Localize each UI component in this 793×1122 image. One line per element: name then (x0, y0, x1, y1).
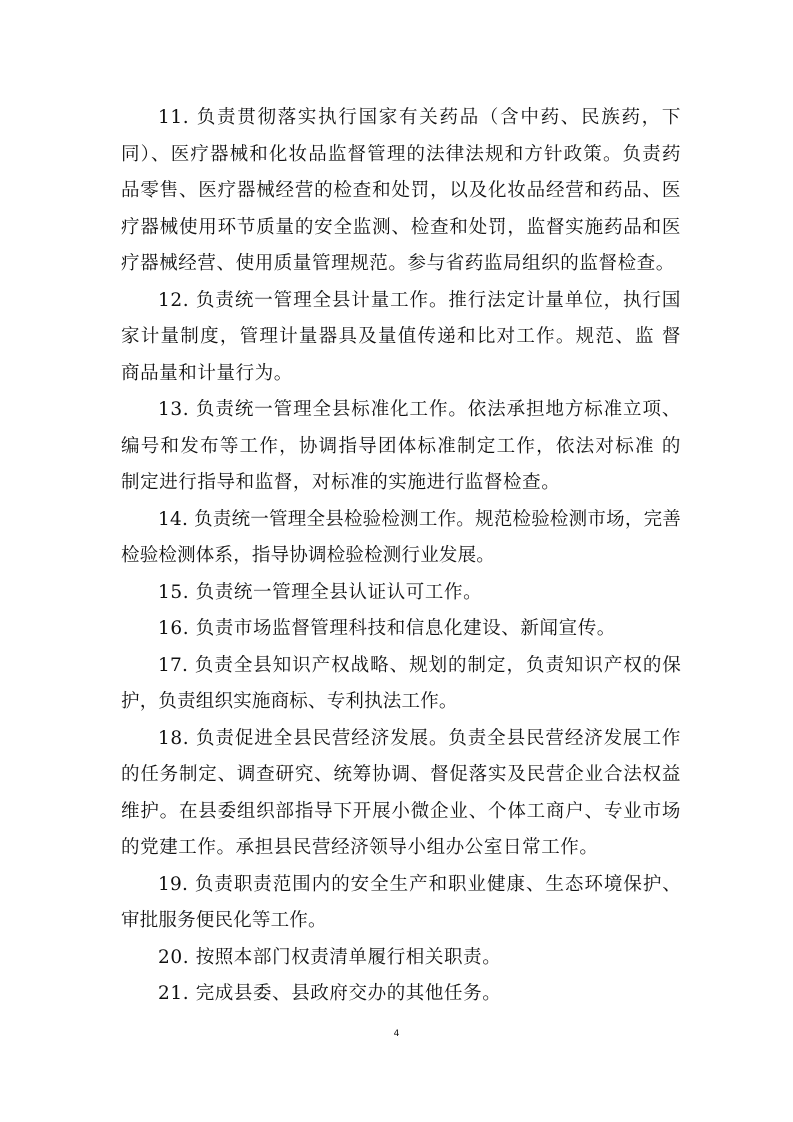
paragraph-item-21: 21. 完成县委、县政府交办的其他任务。 (158, 983, 502, 1004)
page-number: 4 (393, 1029, 400, 1039)
paragraph-item-19: 19. 负责职责范围内的安全生产和职业健康、生态环境保护、 审批服务便民化等工作。 (121, 873, 681, 931)
document-body (121, 100, 681, 1013)
paragraph-item-18: 18. 负责促进全县民营经济发展。负责全县民营经济发展工作的任务制定、调查研究、统筹协调、督促落实及民营企业合法权益维护。在县委组织部指导下开展小微企业、个体工商户、专业市场的党建工作。承担县民营经济领导小组办公室日常工作。 (121, 727, 681, 858)
paragraph-item-12: 12. 负责统一管理全县计量工作。推行法定计量单位，执行国家计量制度，管理计量器具及量值传递和比对工作。规范、监 督商品量和计量行为。 (121, 289, 681, 384)
paragraph-item-13: 13. 负责统一管理全县标准化工作。依法承担地方标准立项、编号和发布等工作，协调指导团体标准制定工作，依法对标准 的制定进行指导和监督，对标准的实施进行监督检查。 (121, 399, 681, 493)
paragraph-item-14: 14. 负责统一管理全县检验检测工作。规范检验检测市场，完善 检验检测体系，指导协调检验检测行业发展。 (121, 508, 681, 566)
paragraph-item-16: 16. 负责市场监督管理科技和信息化建设、新闻宣传。 (158, 618, 616, 639)
paragraph-item-15: 15. 负责统一管理全县认证认可工作。 (158, 581, 483, 603)
paragraph-item-11: 11. 负责贯彻落实执行国家有关药品（含中药、民族药，下同）、医疗器械和化妆品监督管理的法律法规和方针政策。负责药品零售、医疗器械经营的检查和处罚，以及化妆品经营和药品、医疗器械使用环节质量的安全监测、检查和处罚，监督实施药品和医疗器械经营、使用质量管理规范。参与省药监局组织的监督检查。 (121, 107, 681, 274)
paragraph-item-17: 17. 负责全县知识产权战略、规划的制定，负责知识产权的保 护，负责组织实施商标、专利执法工作。 (121, 654, 681, 712)
paragraph-item-20: 20. 按照本部门权责清单履行相关职责。 (158, 946, 502, 968)
